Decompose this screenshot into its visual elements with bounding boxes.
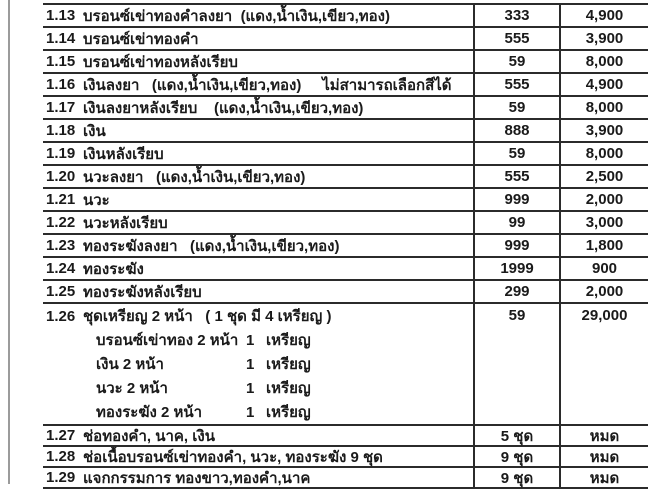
table-row bbox=[43, 28, 648, 51]
row-number: 1.29 bbox=[46, 469, 76, 486]
sub-item-qty: 1 bbox=[246, 355, 255, 373]
sub-item-qty: 1 bbox=[246, 403, 255, 421]
row-number: 1.20 bbox=[46, 168, 76, 185]
row-number: 1.26 bbox=[46, 307, 76, 325]
sub-item-qty: 1 bbox=[246, 331, 255, 349]
item-description: เงินลงยาหลังเรียบ (แดง,น้ำเงิน,เขียว,ทอง) bbox=[83, 99, 364, 117]
row-number: 1.28 bbox=[46, 448, 76, 465]
row-number: 1.27 bbox=[46, 427, 76, 444]
sub-item-name: นวะ 2 หน้า bbox=[96, 380, 168, 397]
table-row bbox=[43, 51, 648, 74]
sub-item-name: ทองระฆัง 2 หน้า bbox=[96, 404, 203, 421]
item-description: เงิน bbox=[83, 122, 106, 140]
price-value: 1,800 bbox=[585, 237, 624, 254]
table-row bbox=[43, 166, 648, 189]
table-row bbox=[43, 281, 648, 304]
qty-value: 888 bbox=[473, 120, 561, 141]
table-row-set bbox=[43, 304, 648, 426]
item-description: บรอนซ์เข่าทองคำ bbox=[83, 30, 199, 48]
sub-item-name: เงิน 2 หน้า bbox=[96, 356, 164, 373]
row-number: 1.24 bbox=[46, 260, 76, 277]
row-number: 1.21 bbox=[46, 191, 76, 208]
qty-value: 555 bbox=[473, 74, 561, 95]
sub-item-qty: 1 bbox=[246, 379, 255, 397]
table-row bbox=[43, 212, 648, 235]
table-row bbox=[43, 97, 648, 120]
qty-value: 299 bbox=[473, 281, 561, 302]
qty-value: 59 bbox=[473, 97, 561, 118]
sub-item-row bbox=[46, 400, 473, 424]
item-description: ช่อทองคำ, นาค, เงิน bbox=[83, 427, 215, 445]
row-number: 1.18 bbox=[46, 122, 76, 139]
item-description: นวะ bbox=[83, 191, 110, 209]
qty-value: 59 bbox=[473, 304, 561, 424]
qty-value: 59 bbox=[473, 143, 561, 164]
item-description: ทองระฆัง bbox=[83, 260, 144, 278]
sub-item-unit: เหรียญ bbox=[266, 380, 311, 397]
qty-value: 1999 bbox=[473, 258, 561, 279]
table-row bbox=[43, 426, 648, 447]
sub-item-row bbox=[46, 328, 473, 352]
table-row bbox=[43, 120, 648, 143]
qty-value: 999 bbox=[473, 189, 561, 210]
row-number: 1.14 bbox=[46, 30, 76, 47]
row-number: 1.22 bbox=[46, 214, 76, 231]
table-row bbox=[43, 143, 648, 166]
price-value: หมด bbox=[589, 469, 620, 487]
table-row bbox=[43, 468, 648, 489]
item-description: ทองระฆังลงยา (แดง,น้ำเงิน,เขียว,ทอง) bbox=[83, 237, 340, 255]
table-row bbox=[43, 5, 648, 28]
price-value: 29,000 bbox=[581, 307, 628, 324]
row-number: 1.17 bbox=[46, 99, 76, 116]
sub-item-unit: เหรียญ bbox=[266, 332, 311, 349]
price-value: 2,000 bbox=[585, 283, 624, 300]
price-value: 8,000 bbox=[585, 99, 624, 116]
price-value: 3,000 bbox=[585, 214, 624, 231]
item-description: เงินลงยา (แดง,น้ำเงิน,เขียว,ทอง) ไม่สามารถเลือกสีได้ bbox=[83, 76, 452, 94]
row-number: 1.15 bbox=[46, 53, 76, 70]
sub-item-name: บรอนซ์เข่าทอง 2 หน้า bbox=[96, 332, 239, 349]
price-value: 3,900 bbox=[585, 122, 624, 139]
sub-item-row bbox=[46, 376, 473, 400]
price-value: 8,000 bbox=[585, 145, 624, 162]
item-description: บรอนซ์เข่าทองคำลงยา (แดง,น้ำเงิน,เขียว,ทอง) bbox=[83, 7, 390, 25]
table-row bbox=[43, 189, 648, 212]
item-description: เงินหลังเรียบ bbox=[83, 145, 164, 163]
sub-item-row bbox=[46, 352, 473, 376]
price-value: 900 bbox=[591, 260, 618, 277]
price-value: หมด bbox=[589, 427, 620, 445]
table-row bbox=[43, 235, 648, 258]
qty-value: 333 bbox=[473, 5, 561, 26]
item-description: ชุดเหรียญ 2 หน้า ( 1 ชุด มี 4 เหรียญ ) bbox=[83, 308, 332, 325]
table-row bbox=[43, 74, 648, 97]
sub-item-unit: เหรียญ bbox=[266, 404, 311, 421]
row-number: 1.23 bbox=[46, 237, 76, 254]
qty-value: 5 ชุด bbox=[473, 426, 561, 445]
item-description: นวะหลังเรียบ bbox=[83, 214, 168, 232]
price-value: 2,000 bbox=[585, 191, 624, 208]
price-value: 4,900 bbox=[585, 7, 624, 24]
row-number: 1.19 bbox=[46, 145, 76, 162]
price-value: 4,900 bbox=[585, 76, 624, 93]
price-table bbox=[43, 3, 648, 489]
table-row bbox=[43, 447, 648, 468]
price-value: 3,900 bbox=[585, 30, 624, 47]
item-description: บรอนซ์เข่าทองหลังเรียบ bbox=[83, 53, 238, 71]
qty-value: 555 bbox=[473, 166, 561, 187]
table-row bbox=[43, 258, 648, 281]
qty-value: 59 bbox=[473, 51, 561, 72]
qty-value: 9 ชุด bbox=[473, 468, 561, 487]
row-number: 1.25 bbox=[46, 283, 76, 300]
qty-value: 99 bbox=[473, 212, 561, 233]
price-value: 8,000 bbox=[585, 53, 624, 70]
qty-value: 9 ชุด bbox=[473, 447, 561, 466]
row-number: 1.16 bbox=[46, 76, 76, 93]
item-description: ทองระฆังหลังเรียบ bbox=[83, 283, 202, 301]
price-value: 2,500 bbox=[585, 168, 624, 185]
item-description: แจกกรรมการ ทองขาว,ทองคำ,นาค bbox=[83, 469, 311, 487]
qty-value: 555 bbox=[473, 28, 561, 49]
sub-item-unit: เหรียญ bbox=[266, 356, 311, 373]
row-number: 1.13 bbox=[46, 7, 76, 24]
page-edge-line bbox=[8, 0, 10, 484]
item-description: นวะลงยา (แดง,น้ำเงิน,เขียว,ทอง) bbox=[83, 168, 306, 186]
item-description: ช่อเนื้อบรอนซ์เข่าทองคำ, นวะ, ทองระฆัง 9 ชุด bbox=[83, 448, 383, 466]
qty-value: 999 bbox=[473, 235, 561, 256]
price-value: หมด bbox=[589, 448, 620, 466]
